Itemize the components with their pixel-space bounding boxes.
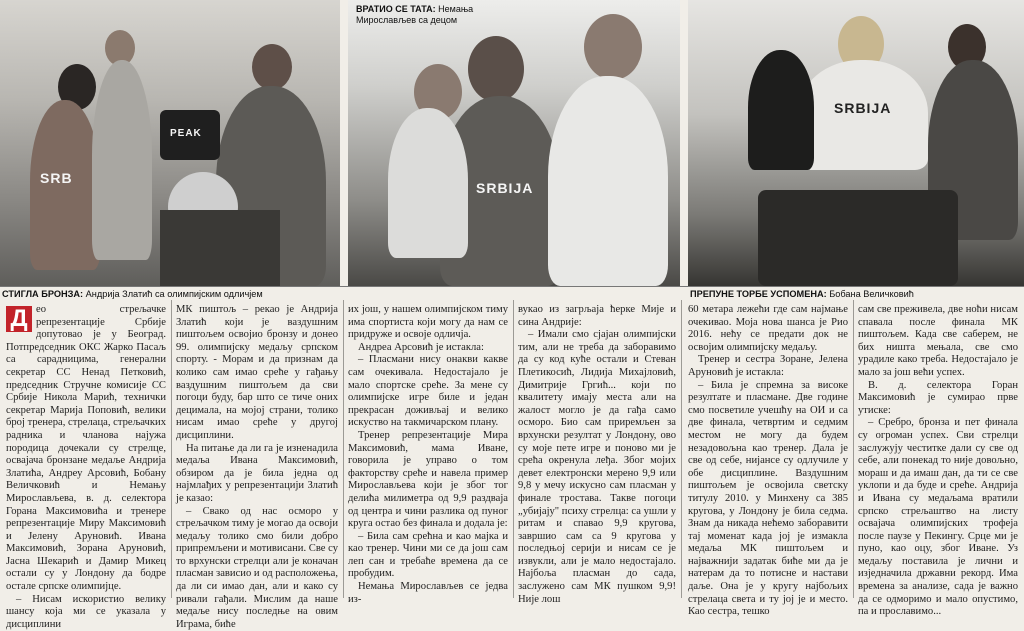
column-rule	[681, 300, 682, 598]
article-column-4	[518, 304, 676, 598]
paragraph: В. д. селектора Горан Максимовић је сумирао прве утиске:	[858, 380, 1018, 418]
column-rule	[513, 300, 514, 598]
luggage-cart	[160, 210, 280, 286]
article-column-3	[348, 304, 508, 598]
paragraph: Немања Мирослављев се једва из-	[348, 581, 508, 606]
shirt-text: SRBIJA	[834, 100, 891, 116]
paragraph: 60 метара лежећи где сам најмање очекивао. Моја нова шанса је Рио 2016. нећу се предати док не освојим олимпијску медаљу.	[688, 304, 848, 354]
paragraph: На питање да ли га је изненадила медаља Ивана Максимовић, обзиром да је била једна од најмлађих у репрезентацији Златић је казао:	[176, 443, 338, 506]
drop-cap: Д	[6, 306, 32, 332]
child-head	[584, 14, 642, 80]
paragraph: – Била сам срећна и као мајка и као тренер. Чини ми се да још сам леп сан и требаће времена да се пробудим.	[348, 531, 508, 581]
article-column-5	[688, 304, 848, 598]
photo-father-returns	[348, 0, 680, 286]
paragraph: МК пиштољ – рекао је Андрија Златић који је ваздушним пиштољем освојио бронзу и донео 99. олимпијску медаљу српском спорту. - Морам и да признам да колико сам имао среће у гађању ваздушним пиштољем да сви погоци буду, бар што се тиче оних децимала, на мојој страни, толико нисам имао среће у другој дисциплини.	[176, 304, 338, 443]
photo-full-bags	[688, 0, 1024, 286]
paragraph: сам све преживела, две ноћи нисам спавала после финала МК пиштољем. Када све саберем, не бих ништа мењала, све смо урадиле како треба. Недостајало је мало за још већи успех.	[858, 304, 1018, 380]
person-figure	[92, 60, 152, 260]
article-column-1: Д ео стрељачке репрезентације Србије допутовао је у Београд. Потпредседник ОКС Жарко Пасаљ са сарадницима, генерални секретар СС Ненад Петковић, председник Стручне комисије СС Србије Никола Марић, технички секретар Марија Поповић, велики број тренера, стрелаца, стрељачких радника и чланова најужа породица дочекали су стрелце, освајача бронзане медаље Андрија Златића, Андреу Арсовић, Бобану Величковић и Немању Мирослављева, в. д. селектора Горана Максимовића и тренере репрезентације Миру Максимовић и Јелену Аруновић. Ивана Максимовић, Зорана Аруновић, Јасна Шекарић и Дамир Микец остали су у Лондону да бодре остале српске олимпијце. – Нисам искористио велику шансу која ми се указала у дисциплини	[6, 304, 166, 598]
column-rule	[853, 300, 854, 598]
paragraph: – Нисам искористио велику шансу која ми се указала у дисциплини	[6, 594, 166, 631]
backpack	[748, 50, 814, 170]
paragraph: – Свако од нас осморо у стрељачком тиму је могао да освоји медаљу толико смо били добро припремљени и мотивисани. Све су то врхунски стрелци али је коначан пласман зависио и од расположења, да ли си имао дан, али и како су ривали гађали. Мислим да наше медаље нису последње на овим Играма, биће	[176, 506, 338, 631]
photo-divider	[0, 286, 1024, 287]
shirt-text: SRBIJA	[476, 180, 533, 196]
column-rule	[343, 300, 344, 598]
shirt-text: SRB	[40, 170, 73, 186]
article-column-2	[176, 304, 338, 598]
paragraph: Тренер и сестра Зоране, Јелена Аруновић је истакла:	[688, 354, 848, 379]
article-column-6	[858, 304, 1018, 598]
caption-bags: ПРЕПУНЕ ТОРБЕ УСПОМЕНА: Бобана Величковић	[690, 289, 914, 301]
paragraph: – Пласмани нису онакви какве сам очекивала. Недостајало је мало спортске среће. За мене су олимпијске игре биле и један прекрасан доживљај и велико искуство на такмичарском плану.	[348, 354, 508, 430]
luggage	[758, 190, 958, 286]
paragraph: Андреа Арсовић је истакла:	[348, 342, 508, 355]
bag-logo: PEAK	[170, 128, 202, 139]
photo-bronze-arrival	[0, 0, 340, 286]
paragraph: Тренер репрезентације Мира Максимовић, мама Иване, говорила је управо о том факторству среће и навела пример Мирослављева који је због тог делића милиметра од 9,9 раздваја од центра и чини разлика од пуног круга остао без финала и додала је:	[348, 430, 508, 531]
photo-overlay-title: ВРАТИО СЕ ТАТА: Немања Мирослављев са децом	[356, 4, 473, 26]
paragraph: их још, у нашем олимпијском тиму има спортиста који могу да нам се придруже и освоје одличја.	[348, 304, 508, 342]
paragraph: – Била је спремна за високе резултате и пласмане. Две године смо посветиле учешћу на ОИ и са две финала, четвртим и седмим местом не могу да будем незадовољна као тренер. Дала је све од себе, нијансе су одлучиле у обе дисциплине. Ваздушним пиштољем је освојила светску титулу 2010. у Минхену са 385 кругова, у Лондону је била седма. Знам да никада нећемо заборавити тај моменат када јој је измакла медаља МК пиштољем и најважнији задатак биће ми да је натерам да то потисне и настави даље. Она је у кругу најбољих стрелаца света и ту јој је и место. Као сестра, тешко	[688, 380, 848, 619]
child-figure	[548, 76, 668, 286]
paragraph: – Сребро, бронза и пет финала су огроман успех. Сви стрелци заслужују честитке дали су све од себе, али понекад то није довољно, мораш и да имаш дан, да ти се све уклопи и да буде и среће. Андрија и Ивана су медаљама вратили српско стрељаштво на листу освајача олимпијских трофеја после паузе у Пекингу. Срце ми је пуно, као оцу, због Иване. Уз медаљу поставила је лични и изједначила државни рекорд. Има времена за анализе, сада је важно да се одморимо и мало опустимо, па и прославимо...	[858, 417, 1018, 619]
column-rule	[171, 300, 172, 598]
paragraph: вукао из загрљаја ћерке Мије и сина Андрије:	[518, 304, 676, 329]
caption-bronze: СТИГЛА БРОНЗА: Андрија Златић са олимпијским одличјем	[2, 289, 263, 301]
paragraph: – Имали смо сјајан олимпијски тим, али не треба да заборавимо да су код куће остали и Стеван Плетикосић, Лидија Михајловић, Димитрије Гргић... који по квалитету имају места али на жалост могло је да гађа само осморо. Био сам приремљен за врхунски резултат у Лондону, ово су моје пете игре и поново ми је срећа окренула леђа. Због мојих девет електронски мерено 9,9 или 9,8 у мечу искусно сам пласман у финале тростава. Такве погоци „убијају" психу стрелца: са ушли у ритам и спавао 9,9 кругова, завршио сам са 9 кругова у последњој серији и нисам се је извукли, али је мало недостајало. Најбоља пласман до сада, заслужено сам МК пушком 9,9! Није лош	[518, 329, 676, 606]
person-head	[252, 44, 292, 90]
person-head	[468, 36, 524, 102]
child-figure	[388, 108, 468, 258]
